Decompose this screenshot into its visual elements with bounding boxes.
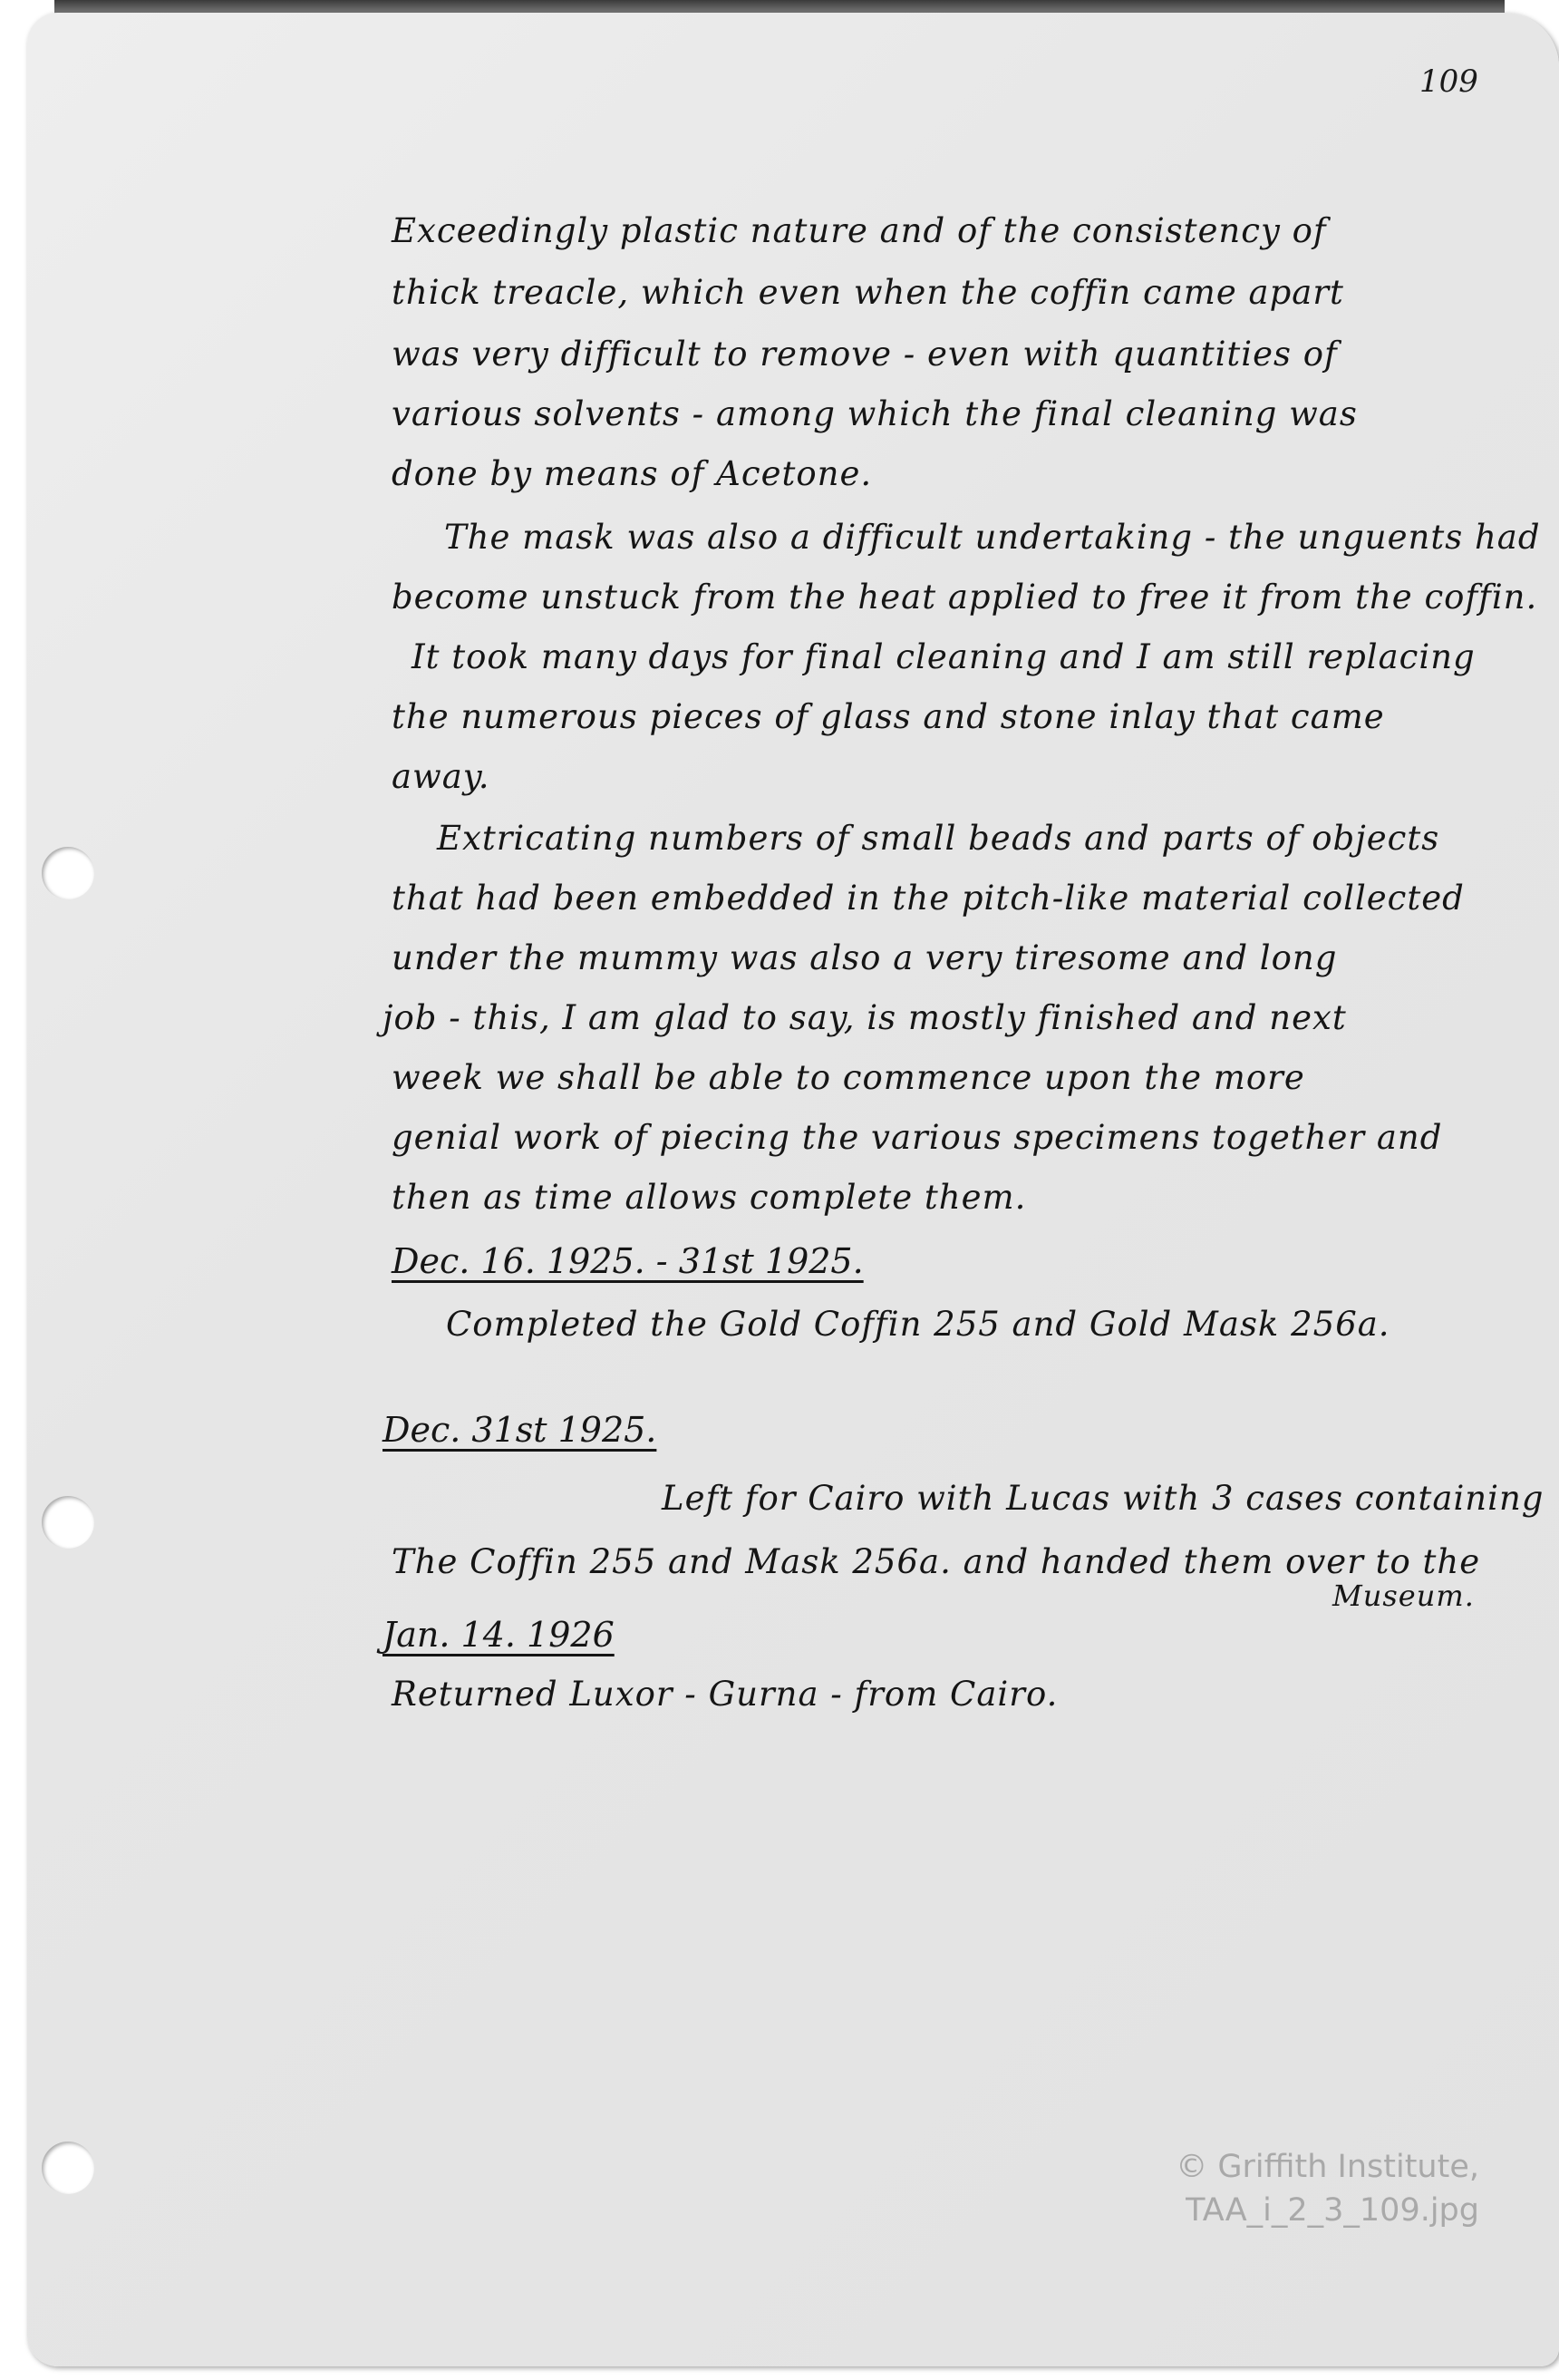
text-line: thick treacle, which even when the coffin came apart [392, 273, 1344, 312]
text-line: job - this, I am glad to say, is mostly finished and next [382, 998, 1347, 1037]
text-line: Returned Luxor - Gurna - from Cairo. [392, 1675, 1059, 1714]
text-line: the numerous pieces of glass and stone inlay that came [392, 697, 1385, 736]
text-line: under the mummy was also a very tiresome and long [392, 938, 1338, 977]
entry-date-heading: Dec. 31st 1925. [382, 1410, 657, 1450]
text-line: then as time allows complete them. [392, 1178, 1027, 1217]
punch-hole-middle [42, 1496, 94, 1549]
text-line: done by means of Acetone. [392, 454, 873, 493]
entry-date-heading: Jan. 14. 1926 [382, 1615, 615, 1655]
text-line: Exceedingly plastic nature and of the consistency of [392, 211, 1327, 250]
text-line: Extricating numbers of small beads and parts of objects [437, 819, 1440, 858]
text-line: Museum. [1332, 1579, 1475, 1613]
text-line: The Coffin 255 and Mask 256a. and handed them over to the [392, 1542, 1481, 1581]
text-line: Left for Cairo with Lucas with 3 cases containing [662, 1479, 1544, 1518]
notebook-page [27, 13, 1559, 2366]
text-line: Completed the Gold Coffin 255 and Gold Mask 256a. [446, 1305, 1390, 1344]
text-line: various solvents - among which the final cleaning was [392, 394, 1358, 433]
punch-hole-top [42, 847, 94, 899]
page-number: 109 [1419, 63, 1478, 100]
text-line: genial work of piecing the various specimens together and [392, 1118, 1443, 1157]
text-line: week we shall be able to commence upon the more [392, 1058, 1305, 1097]
text-line: away. [392, 757, 490, 796]
text-line: become unstuck from the heat applied to free it from the coffin. [392, 578, 1538, 617]
text-line: The mask was also a difficult undertaking - the unguents had [444, 518, 1541, 557]
image-filename: TAA_i_2_3_109.jpg [1186, 2192, 1479, 2229]
punch-hole-bottom [42, 2142, 94, 2194]
text-line: It took many days for final cleaning and I am still replacing [412, 637, 1476, 676]
entry-date-heading: Dec. 16. 1925. - 31st 1925. [392, 1241, 864, 1281]
copyright-credit: © Griffith Institute, [1176, 2149, 1479, 2185]
text-line: was very difficult to remove - even with quantities of [392, 335, 1338, 374]
text-line: that had been embedded in the pitch-like material collected [392, 879, 1465, 918]
